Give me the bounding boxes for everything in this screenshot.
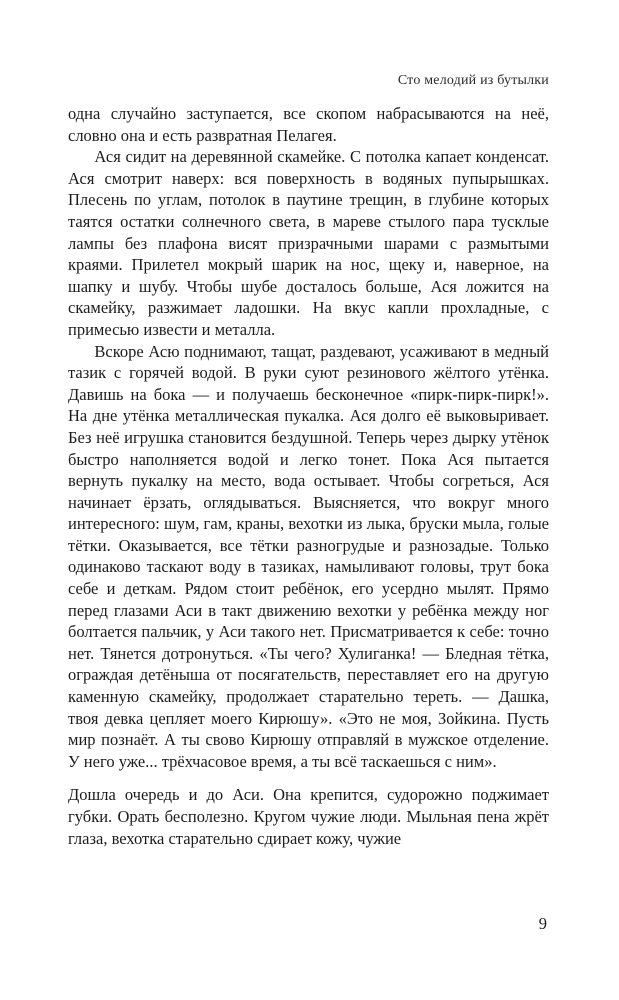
text-block xyxy=(68,103,549,849)
body-paragraph: одна случайно заступается, все скопом набрасываются на неё, словно она и есть развратная Пелагея. xyxy=(68,104,549,145)
body-paragraph: Вскоре Асю поднимают, тащат, раздевают, усаживают в медный тазик с горячей водой. В руки суют резинового жёлтого утёнка. Давишь на бока — и получаешь бесконечное «пирк-пирк-пирк!». На дне утёнка металлическая пукалка. Ася долго её выковыривает. Без неё игрушка становится бездушной. Теперь через дырку утёнок быстро наполняется водой и легко тонет. Пока Ася пытается вернуть пукалку на место, вода остывает. Чтобы согреться, Ася начинает ёрзать, оглядываться. Выясняется, что вокруг много интересного: шум, гам, краны, вехотки из лыка, бруски мыла, голые тётки. Оказывается, все тётки разногрудые и разнозадые. Только одинаково таскают воду в тазиках, намыливают головы, трут бока себе и деткам. Рядом стоит ребёнок, его усердно мылят. Прямо перед глазами Аси в такт движению вехотки у ребёнка между ног болтается пальчик, у Аси такого нет. Присматривается к себе: точно нет. Тянется дотронуться. «Ты чего? Хулиганка! — Бледная тётка, ограждая детёныша от посягательств, переставляет его на другую каменную скамейку, продолжает старательно тереть. — Дашка, твоя девка цепляет моего Кирюшу». «Это не моя, Зойкина. Пусть мир познаёт. А ты свово Кирюшу отправляй в мужское отделение. У него уже... трёхчасовое время, а ты всё таскаешься с ним». xyxy=(68,341,549,771)
running-title: Сто мелодий из бутылки xyxy=(397,73,549,88)
body-paragraph: Ася сидит на деревянной скамейке. С потолка капает конденсат. Ася смотрит наверх: вся поверхность в водяных пупырышках. Плесень по углам, потолок в паутине трещин, в глубине которых таятся остатки солнечного света, в мареве стылого пара тусклые лампы без плафона висят призрачными шарами с размытыми краями. Прилетел мокрый шарик на нос, щеку и, наверное, на шапку и шубу. Чтобы шубе досталось больше, Ася ложится на скамейку, разжимает ладошки. На вкус капли прохладные, с примесью извести и металла. xyxy=(68,147,549,339)
page-number: 9 xyxy=(538,914,547,933)
body-paragraph: Дошла очередь и до Аси. Она крепится, судорожно поджимает губки. Орать бесполезно. Кругом чужие люди. Мыльная пена жрёт глаза, вехотка старательно сдирает кожу, чужие xyxy=(68,785,549,848)
